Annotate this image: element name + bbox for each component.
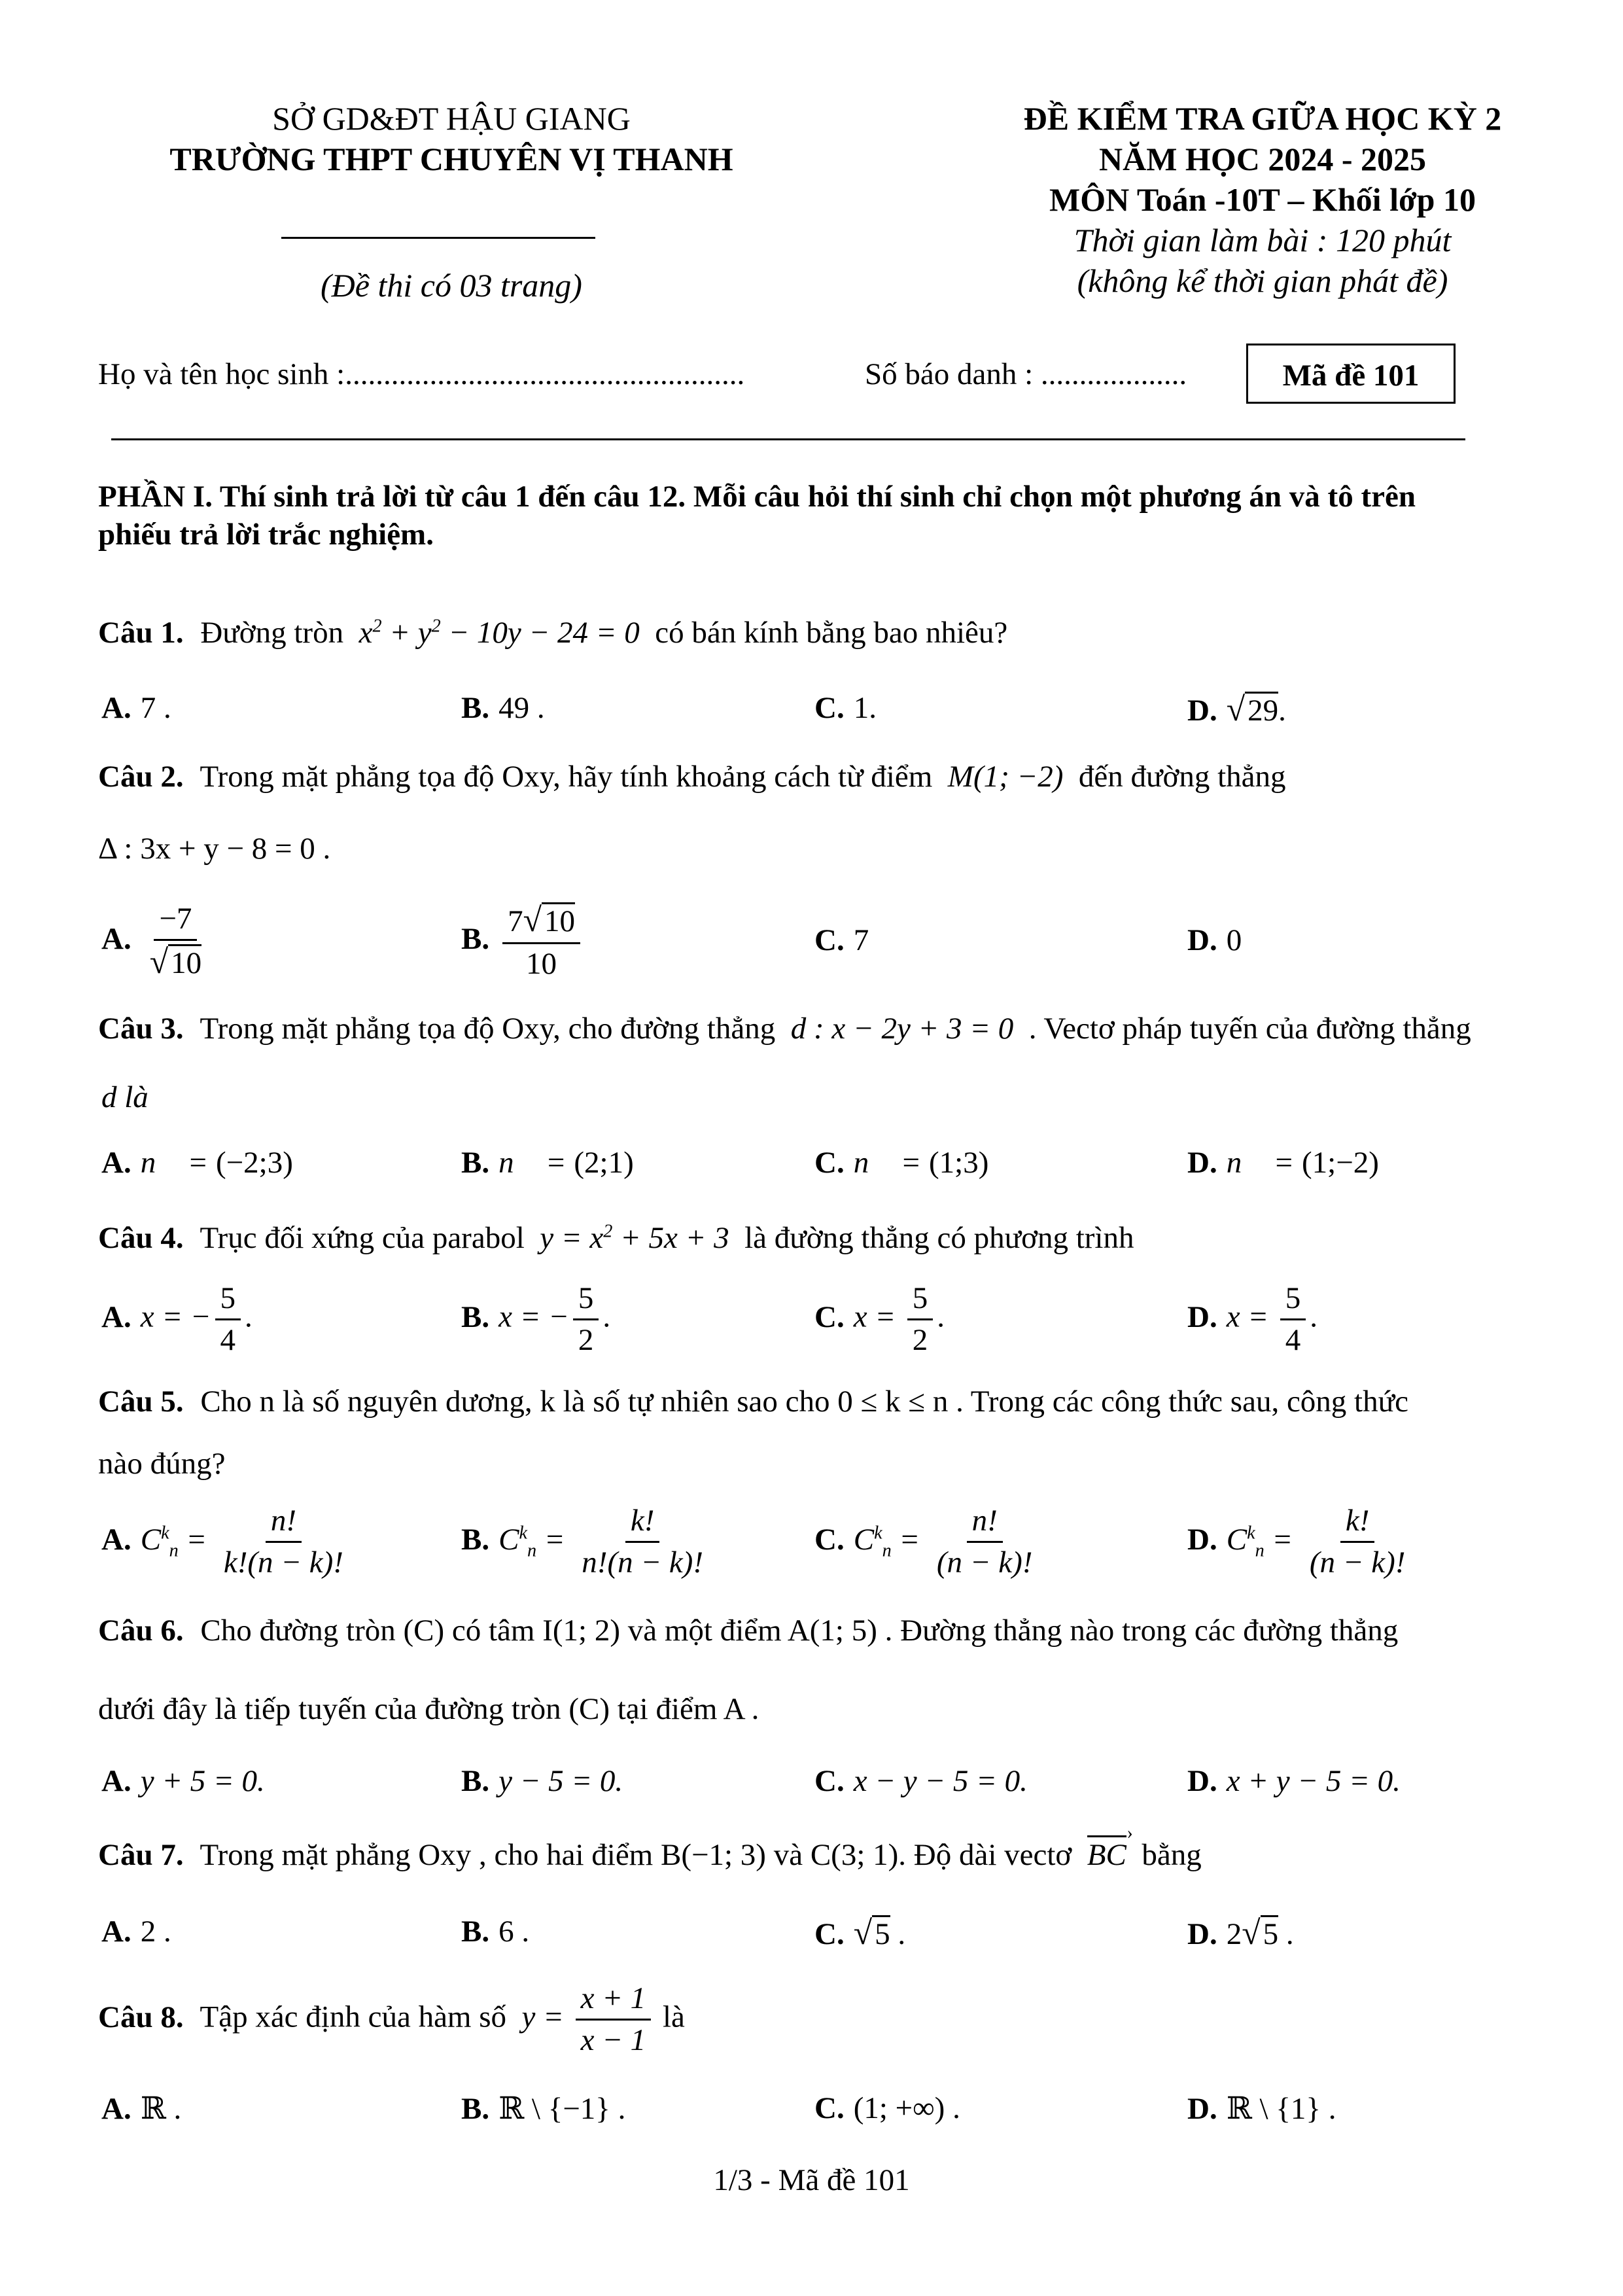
option-b[interactable]: B. x = − $\frac{5}{2}$ . [461, 1281, 611, 1358]
option-d[interactable]: D. √29. [1187, 691, 1286, 728]
option-c[interactable]: C. n⃗ = (1;3) [814, 1146, 989, 1180]
exam-time-note: (không kể thời gian phát đề) [1077, 262, 1448, 299]
option-a[interactable]: A. ℝ . [101, 2092, 182, 2126]
option-d[interactable]: D. $C^k_n$ = $\frac{k!}{(n - k)!}$ [1187, 1504, 1406, 1580]
question-6-line-2: dưới đây là tiếp tuyến của đường tròn (C) tại điểm A . [98, 1692, 759, 1726]
question-label: Câu 2. [98, 760, 184, 794]
question-label: Câu 6. [98, 1614, 184, 1648]
option-d[interactable]: D. 0 [1187, 923, 1242, 957]
option-a[interactable]: A. x = − $\frac{5}{4}$ . [101, 1281, 253, 1358]
question-text: Cho n là số nguyên dương, k là số tự nhiên sao cho 0 ≤ k ≤ n . Trong các công thức sau, công thức [200, 1385, 1408, 1419]
option-b[interactable]: B. 49 . [461, 691, 545, 725]
question-text: Tập xác định của hàm số [200, 2000, 507, 2034]
question-text: Cho đường tròn (C) có tâm I(1; 2) và một điểm A(1; 5) . Đường thẳng nào trong các đường thẳng [200, 1614, 1399, 1648]
question-text: có bán kính bằng bao nhiêu? [655, 616, 1008, 650]
option-a[interactable]: A. 7 . [101, 691, 171, 725]
question-1 [98, 615, 1007, 650]
option-d[interactable]: D. x = $\frac{5}{4}$ . [1187, 1281, 1318, 1358]
option-c[interactable]: C. x = $\frac{5}{2}$ . [814, 1281, 945, 1358]
dept-name: SỞ GD&ĐT HẬU GIANG [272, 100, 631, 137]
question-label: Câu 3. [98, 1012, 184, 1046]
question-label: Câu 4. [98, 1221, 184, 1255]
student-id-field[interactable]: Số báo danh : ................... [865, 357, 1187, 391]
question-text: Trong mặt phẳng tọa độ Oxy, hãy tính khoảng cách từ điểm [200, 760, 933, 794]
option-c[interactable]: C. (1; +∞) . [814, 2091, 960, 2125]
question-3-line-2: d là [101, 1080, 148, 1114]
option-a[interactable]: A. 2 . [101, 1915, 171, 1949]
equation: $x^2 + y^2 - 10y - 24 = 0$ [351, 616, 648, 650]
section-line-1: PHẦN I. Thí sinh trả lời từ câu 1 đến câu 12. Mỗi câu hỏi thí sinh chỉ chọn một phương án và tô trên [98, 480, 1416, 514]
question-text: là [662, 2000, 685, 2034]
question-text: Đường tròn [200, 616, 344, 650]
option-c[interactable]: C. 7 [814, 923, 869, 957]
vector-bc: BC › [1087, 1823, 1133, 1872]
question-5 [98, 1384, 1408, 1419]
question-text: đến đường thẳng [1078, 760, 1286, 794]
exam-title: ĐỀ KIỂM TRA GIỮA HỌC KỲ 2 [1023, 100, 1502, 137]
option-b[interactable]: B. n⃗ = (2;1) [461, 1146, 634, 1180]
question-2-line-2: Δ : 3x + y − 8 = 0 . [98, 832, 331, 866]
option-a[interactable]: A. $\frac{-7}{√10}$ [101, 902, 202, 981]
question-label: Câu 5. [98, 1385, 184, 1419]
question-4 [98, 1220, 1134, 1256]
question-label: Câu 8. [98, 2000, 184, 2034]
option-b[interactable]: B. $C^k_n$ = $\frac{k!}{n!(n - k)!}$ [461, 1504, 703, 1580]
question-text: Trong mặt phẳng tọa độ Oxy, cho đường thẳng [200, 1012, 776, 1046]
section-instructions [98, 478, 1416, 554]
question-label: Câu 1. [98, 616, 184, 650]
option-b[interactable]: B. y − 5 = 0. [461, 1764, 623, 1798]
question-label: Câu 7. [98, 1838, 184, 1872]
question-text: . Vectơ pháp tuyến của đường thẳng [1028, 1012, 1471, 1046]
option-c[interactable]: C. √5 . [814, 1915, 906, 1952]
header-divider [281, 237, 595, 239]
question-8: Câu 8. Tập xác định của hàm số y = $\frac{x + 1}{x - 1}$ là [98, 1981, 685, 2058]
question-7 [98, 1823, 1202, 1873]
option-d[interactable]: D. x + y − 5 = 0. [1187, 1764, 1401, 1798]
exam-time: Thời gian làm bài : 120 phút [1073, 222, 1452, 258]
subject: MÔN Toán -10T – Khối lớp 10 [1049, 181, 1476, 218]
question-text: là đường thẳng có phương trình [744, 1221, 1134, 1255]
line-d: d : x − 2y + 3 = 0 [782, 1012, 1021, 1046]
question-text: Trục đối xứng của parabol [200, 1221, 525, 1255]
page-footer: 1/3 - Mã đề 101 [713, 2163, 910, 2197]
option-d[interactable]: D. ℝ \ {1} . [1187, 2092, 1336, 2126]
exam-code-box: Mã đề 101 [1246, 344, 1456, 404]
option-b[interactable]: B. $\frac{7√10}{10}$ [461, 903, 584, 981]
question-2 [98, 759, 1285, 794]
option-c[interactable]: C. 1. [814, 691, 877, 725]
question-5-line-2: nào đúng? [98, 1447, 226, 1481]
function: y = [514, 2000, 572, 2034]
option-b[interactable]: B. 6 . [461, 1915, 530, 1949]
option-b[interactable]: B. ℝ \ {−1} . [461, 2092, 626, 2126]
pages-note: (Đề thi có 03 trang) [321, 267, 582, 304]
school-name: TRƯỜNG THPT CHUYÊN VỊ THANH [169, 141, 733, 177]
option-d[interactable]: D. n⃗ = (1;−2) [1187, 1146, 1379, 1180]
question-6 [98, 1613, 1398, 1648]
parabola: $y = x^2 + 5x + 3$ [532, 1221, 737, 1255]
section-line-2: phiếu trả lời trắc nghiệm. [98, 518, 434, 552]
info-divider [111, 438, 1465, 440]
header-left [85, 98, 818, 179]
question-text: Trong mặt phẳng Oxy , cho hai điểm B(−1; 3) và C(3; 1). Độ dài vectơ [200, 1838, 1072, 1872]
student-name-field[interactable]: Họ và tên học sinh :.................................................... [98, 357, 745, 391]
option-a[interactable]: A. n⃗ = (−2;3) [101, 1146, 293, 1180]
option-c[interactable]: C. x − y − 5 = 0. [814, 1764, 1028, 1798]
option-d[interactable]: D. 2√5 . [1187, 1915, 1294, 1952]
option-c[interactable]: C. $C^k_n$ = $\frac{n!}{(n - k)!}$ [814, 1504, 1033, 1580]
question-text: bằng [1142, 1838, 1202, 1872]
option-a[interactable]: A. $C^k_n$ = $\frac{n!}{k!(n - k)!}$ [101, 1504, 343, 1580]
header-right [929, 98, 1596, 301]
option-a[interactable]: A. y + 5 = 0. [101, 1764, 265, 1798]
school-year: NĂM HỌC 2024 - 2025 [1099, 141, 1426, 177]
point-m: M(1; −2) [940, 760, 1072, 794]
question-3 [98, 1011, 1471, 1046]
